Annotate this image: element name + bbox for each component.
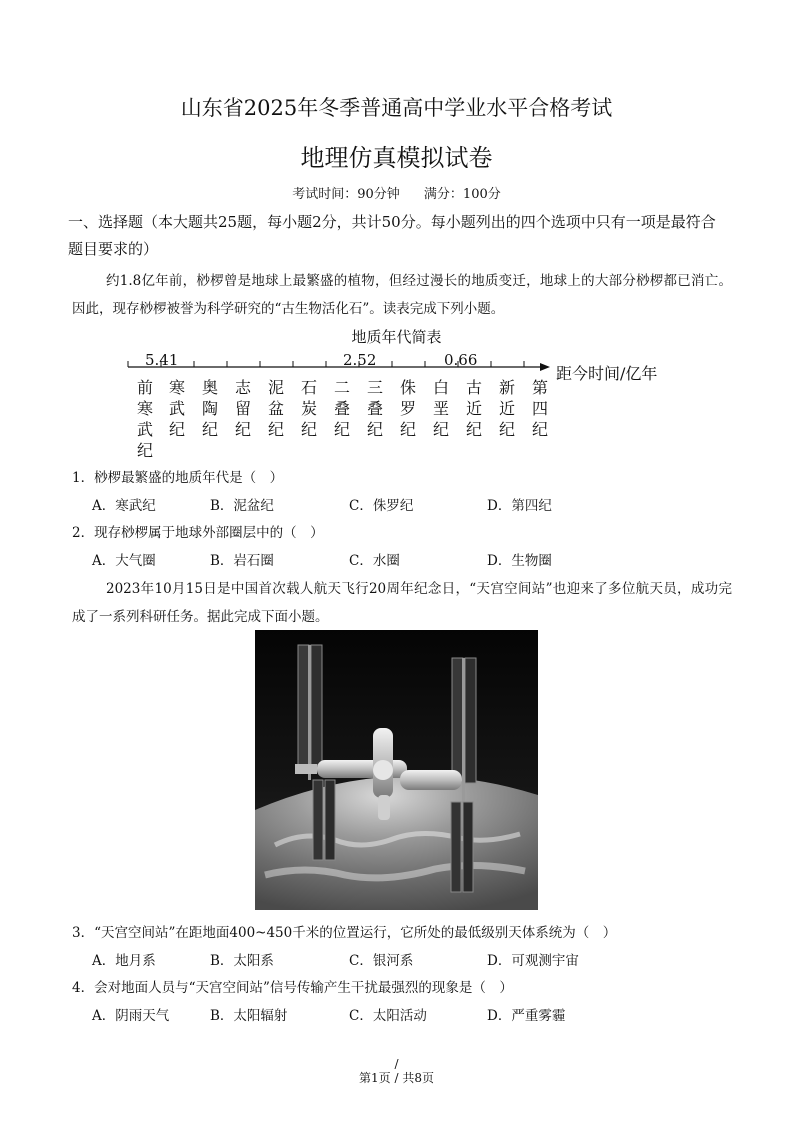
question-3-option-c: C．银河系 <box>349 953 414 969</box>
period-silurian: 志留纪 <box>234 378 251 439</box>
earth-surface <box>255 776 538 910</box>
question-3-stem: 3．“天宫空间站”在距地面400~450千米的位置运行，它所处的最低级别天体系统为（ ） <box>72 925 617 941</box>
period-paleogene: 古近纪 <box>465 378 482 439</box>
question-2-option-d: D．生物圈 <box>487 553 552 569</box>
question-3-option-d: D．可观测宇宙 <box>487 953 579 969</box>
tick-label-252: 2.52 <box>343 351 377 369</box>
period-carboniferous: 石炭纪 <box>300 378 317 439</box>
question-1-option-c: C．侏罗纪 <box>349 498 414 514</box>
section-heading: 一、选择题（本大题共25题，每小题2分，共计50分。每小题列出的四个选项中只有一项是最符合题目要求的） <box>68 213 716 258</box>
period-neogene: 新近纪 <box>498 378 515 439</box>
period-precambrian: 前寒武纪 <box>136 378 153 460</box>
question-2-stem: 2．现存桫椤属于地球外部圈层中的（ ） <box>72 525 324 541</box>
question-4-option-b: B．太阳辐射 <box>210 1008 288 1024</box>
exam-subtitle: 地理仿真模拟试卷 <box>300 144 493 172</box>
footer-slash: / <box>394 1057 399 1071</box>
tick-label-066: 0.66 <box>444 351 478 369</box>
question-4-stem: 4．会对地面人员与“天宫空间站”信号传输产生干扰最强烈的现象是（ ） <box>72 980 513 996</box>
period-cretaceous: 白垩纪 <box>432 378 449 439</box>
passage-1: 约1.8亿年前，桫椤曾是地球上最繁盛的植物，但经过漫长的地质变迁，地球上的大部分桫椤都已消亡。因此，现存桫椤被誉为科学研究的“古生物活化石”。读表完成下列小题。 <box>72 273 732 317</box>
question-2-option-b: B．岩石圈 <box>210 553 274 569</box>
timeline-arrow <box>540 363 550 371</box>
passage-2: 2023年10月15日是中国首次载人航天飞行20周年纪念日，“天宫空间站”也迎来了多位航天员，成功完成了一系列科研任务。据此完成下面小题。 <box>72 581 732 625</box>
exam-time: 考试时间：90分钟 <box>292 187 400 202</box>
question-4-option-a: A．阴雨天气 <box>92 1008 170 1024</box>
question-4-option-d: D．严重雾霾 <box>487 1008 566 1024</box>
period-permian: 二叠纪 <box>333 378 350 439</box>
period-jurassic: 侏罗纪 <box>399 378 416 439</box>
space-station-photo <box>255 630 538 910</box>
period-triassic: 三叠纪 <box>366 378 383 439</box>
question-4-option-c: C．太阳活动 <box>349 1008 427 1024</box>
exam-title: 山东省2025年冬季普通高中学业水平合格考试 <box>180 96 613 120</box>
tick-label-541: 5.41 <box>145 351 179 369</box>
question-1-option-d: D．第四纪 <box>487 498 552 514</box>
question-1-option-b: B．泥盆纪 <box>210 498 274 514</box>
period-quaternary: 第四纪 <box>531 378 548 439</box>
timeline-title: 地质年代简表 <box>351 328 442 346</box>
question-2-option-a: A．大气圈 <box>92 553 156 569</box>
page-number: 第1页 / 共8页 <box>359 1071 434 1085</box>
period-devonian: 泥盆纪 <box>267 378 284 439</box>
question-1-option-a: A．寒武纪 <box>92 498 156 514</box>
exam-meta <box>0 183 793 202</box>
question-3-option-b: B．太阳系 <box>210 953 274 969</box>
question-1-stem: 1．桫椤最繁盛的地质年代是（ ） <box>72 470 284 486</box>
full-score: 满分：100分 <box>423 187 501 202</box>
period-ordovician: 奥陶纪 <box>201 378 218 439</box>
question-3-option-a: A．地月系 <box>92 953 156 969</box>
period-cambrian: 寒武纪 <box>168 378 185 439</box>
timeline-axis-label: 距今时间/亿年 <box>556 364 658 383</box>
question-2-option-c: C．水圈 <box>349 553 400 569</box>
page-footer <box>0 1057 793 1085</box>
